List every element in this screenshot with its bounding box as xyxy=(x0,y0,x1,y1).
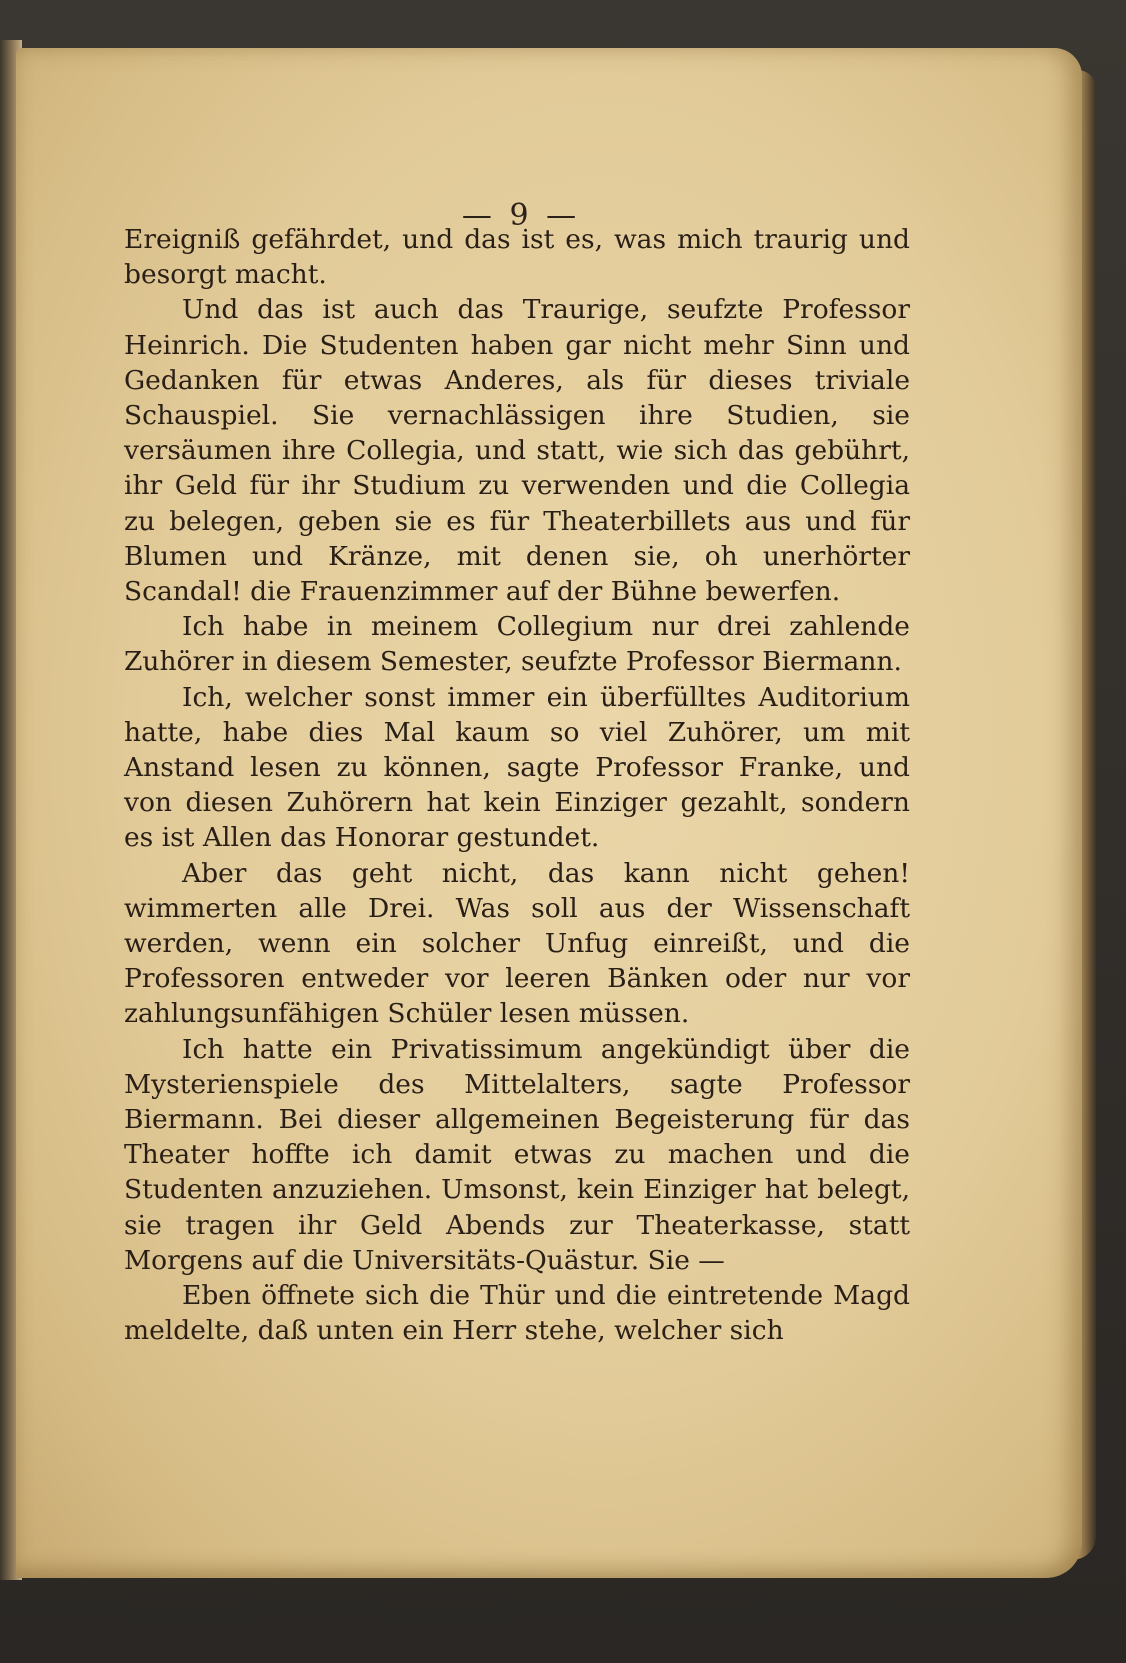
paragraph: Ich habe in meinem Collegium nur drei zahlende Zuhörer in diesem Semester, seufzte Professor Biermann. xyxy=(124,611,910,678)
paragraph: Ereigniß gefährdet, und das ist es, was mich traurig und besorgt macht. xyxy=(124,224,910,291)
paragraph: Und das ist auch das Traurige, seufzte Professor Heinrich. Die Studenten haben gar nicht mehr Sinn und Gedanken für etwas Anderes, als für dieses triviale Schauspiel. Sie vernachlässigen ihre Studien, sie versäumen ihre Collegia, und statt, wie sich das gebührt, ihr Geld für ihr Studium zu verwenden und die Collegia zu belegen, geben sie es für Theaterbillets aus und für Blumen und Kränze, mit denen sie, oh unerhörter Scandal! die Frauenzimmer auf der Bühne bewerfen. xyxy=(124,294,910,608)
page-body-text xyxy=(124,222,910,1349)
page-number: — 9 — xyxy=(461,198,581,233)
paragraph: Aber das geht nicht, das kann nicht gehen! wimmerten alle Drei. Was soll aus der Wissenschaft werden, wenn ein solcher Unfug einreißt, und die Professoren entweder vor leeren Bänken oder nur vor zahlungsunfähigen Schüler lesen müssen. xyxy=(124,857,910,1030)
paragraph: Ich hatte ein Privatissimum angekündigt über die Mysterienspiele des Mittelalters, sagte Professor Biermann. Bei dieser allgemeinen Begeisterung für das Theater hoffte ich damit etwas zu machen und die Studenten anzuziehen. Umsonst, kein Einziger hat belegt, sie tragen ihr Geld Abends zur Theaterkasse, statt Morgens auf die Universitäts-Quästur. Sie — xyxy=(124,1033,910,1276)
paragraph: Eben öffnete sich die Thür und die eintretende Magd meldelte, daß unten ein Herr stehe, welcher sich xyxy=(124,1280,910,1347)
paragraph: Ich, welcher sonst immer ein überfülltes Auditorium hatte, habe dies Mal kaum so viel Zuhörer, um mit Anstand lesen zu können, sagte Professor Franke, und von diesen Zuhörern hat kein Einziger gezahlt, sondern es ist Allen das Honorar gestundet. xyxy=(124,681,910,854)
